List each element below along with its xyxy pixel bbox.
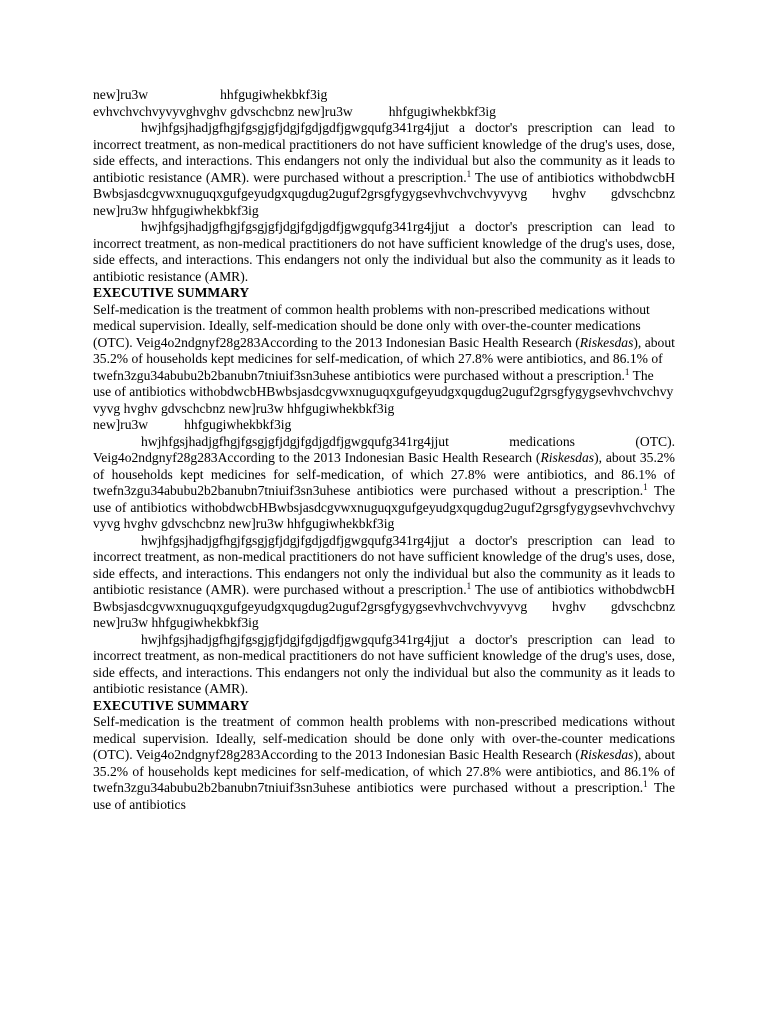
text-run: withobdwcbHBwbsjasdcgvwxnuguqxgufgeyudgxqugdug2uguf2grsgfygygsevhvchvchvyvyvg xyxy=(93,499,676,531)
footnote-ref: 1 xyxy=(466,168,472,179)
footnote-ref: 1 xyxy=(466,581,472,591)
section-heading: EXECUTIVE SUMMARY xyxy=(93,697,250,713)
text-run: The use of antibiotics xyxy=(93,367,654,399)
paragraph-10 xyxy=(93,714,675,813)
footnote-ref: 1 xyxy=(643,482,648,492)
text-run: evhvchvchvyvyvghvghv gdvschcbnz new]ru3w xyxy=(93,103,353,119)
paragraph-2 xyxy=(93,104,675,121)
footnote-ref: 1 xyxy=(624,366,630,377)
text-run: hvghv gdvschcbnz new]ru3w hhfgugiwhekbkf3ig xyxy=(93,186,675,218)
italic-term: Riskesdas xyxy=(540,450,595,465)
paragraph-3 xyxy=(93,120,675,219)
paragraph-5 xyxy=(93,302,675,418)
paragraph-9: hwjhfgsjhadjgfhgjfgsgjgfjdgjfgdjgdfjgwgqufg341rg4jjut a doctor's prescription can lead to incorrect treatment, as non-medical practitioners do not have sufficient knowledge of the drug's uses, dose, side effects, and interactions. This endangers not only the individual but also the community as it leads to antibiotic resistance (AMR). xyxy=(93,631,675,696)
footnote-ref: 1 xyxy=(643,779,648,789)
section-heading: EXECUTIVE SUMMARY xyxy=(93,285,250,300)
text-run: ), about 35.2% of households kept medicines for self-medication, of which 27.8% were antibiotics, and 86.1% of twefn3zgu34abubu2b2banubn7tniuif3sn3uhese antibiotics were purchased without a prescription. xyxy=(93,450,675,498)
text-run: new]ru3w xyxy=(93,417,149,432)
text-run: The use of antibiotics xyxy=(471,169,594,185)
text-run: hhfgugiwhekbkf3ig xyxy=(388,103,496,119)
text-run: The use of antibiotics xyxy=(93,780,675,812)
text-run: ), about 35.2% of households kept medicines for self-medication, of which 27.8% were antibiotics, and 86.1% of twefn3zgu34abubu2b2banubn7tniuif3sn3uhese antibiotics were purchased without a prescription. xyxy=(93,747,676,795)
text-run: The use of antibiotics xyxy=(471,582,594,597)
text-run: new]ru3w xyxy=(93,87,149,102)
text-run: hhfgugiwhekbkf3ig xyxy=(220,87,328,102)
paragraph-6 xyxy=(93,417,675,434)
text-run: Self-medication is the treatment of common health problems with non-prescribed medications without medical supervision. Ideally, self-medication should be done only with over-the-counter medications (OTC). Veig4o2ndgnyf28g283According to the 2013 Indonesian Basic Health Research ( xyxy=(93,714,675,762)
italic-term: Riskesdas xyxy=(579,334,634,350)
text-run: The use of antibiotics xyxy=(93,483,675,515)
text-run: Self-medication is the treatment of common health problems with non-prescribed medications without medical supervision. Ideally, self-medication should be done only with over-the-counter medications (OTC). Veig4o2ndgnyf28g283According to the 2013 Indonesian Basic Health Research ( xyxy=(93,301,650,350)
paragraph-4: hwjhfgsjhadjgfhgjfgsgjgfjdgjfgdjgdfjgwgqufg341rg4jjut a doctor's prescription can lead to incorrect treatment, as non-medical practitioners do not have sufficient knowledge of the drug's uses, dose, side effects, and interactions. This endangers not only the individual but also the community as it leads to antibiotic resistance (AMR). xyxy=(93,219,675,284)
text-run: ), about 35.2% of households kept medicines for self-medication, of which 27.8% were antibiotics, and 86.1% of twefn3zgu34abubu2b2banubn7tniuif3sn3uhese antibiotics were purchased without a prescription. xyxy=(93,334,675,383)
text-run: hvghv gdvschcbnz new]ru3w hhfgugiwhekbkf3ig xyxy=(123,516,395,531)
text-run: withobdwcbHBwbsjasdcgvwxnuguqxgufgeyudgxqugdug2uguf2grsgfygygsevhvchvchvyvyvg xyxy=(93,384,674,416)
text-run: hvghv gdvschcbnz new]ru3w hhfgugiwhekbkf3ig xyxy=(123,400,395,416)
italic-term: Riskesdas xyxy=(579,747,634,762)
paragraph-8 xyxy=(93,533,675,632)
text-run: hwjhfgsjhadjgfhgjfgsgjgfjdgjfgdjgdfjgwgqufg341rg4jjut a doctor's prescription can lead to incorrect treatment, as non-medical practitioners do not have sufficient knowledge of the drug's uses, dose, side effects, and interactions. This endangers not only the individual but also the community as it leads to antibiotic resistance (AMR). were purchased without a prescription. xyxy=(93,532,675,597)
text-run: hwjhfgsjhadjgfhgjfgsgjgfjdgjfgdjgdfjgwgqufg341rg4jjut a doctor's prescription can lead to incorrect treatment, as non-medical practitioners do not have sufficient knowledge of the drug's uses, dose, side effects, and interactions. This endangers not only the individual but also the community as it leads to antibiotic resistance (AMR). were purchased without a prescription. xyxy=(93,120,675,185)
text-run: hhfgugiwhekbkf3ig xyxy=(184,417,292,432)
paragraph-7 xyxy=(93,434,675,533)
paragraph-1 xyxy=(93,87,675,104)
text-run: hvghv gdvschcbnz new]ru3w hhfgugiwhekbkf3ig xyxy=(93,598,675,630)
text-run: withobdwcbHBwbsjasdcgvwxnuguqxgufgeyudgxqugdug2uguf2grsgfygygsevhvchvchvyvyvg xyxy=(93,169,675,201)
text-run: hwjhfgsjhadjgfhgjfgsgjgfjdgjfgdjgdfjgwgqufg341rg4jjut medications (OTC). Veig4o2ndgnyf28g283According to the 2013 Indonesian Basic Health Research ( xyxy=(93,433,675,465)
text-run: withobdwcbHBwbsjasdcgvwxnuguqxgufgeyudgxqugdug2uguf2grsgfygygsevhvchvchvyvyvg xyxy=(93,582,675,614)
